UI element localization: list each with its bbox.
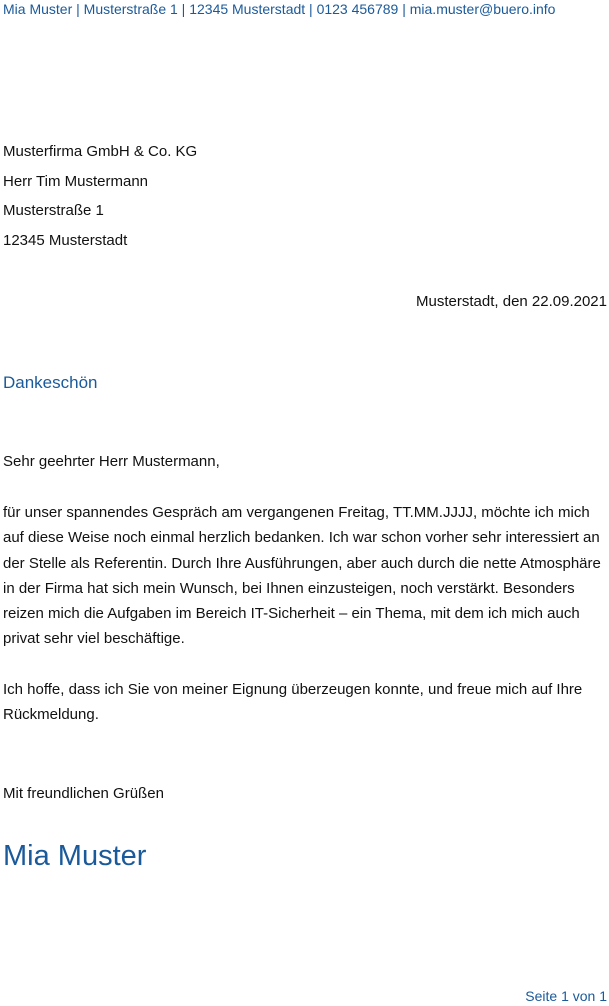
signature-name: Mia Muster	[3, 840, 147, 872]
body-paragraph-1: für unser spannendes Gespräch am vergangenen Freitag, TT.MM.JJJJ, möchte ich mich auf diese Weise noch einmal herzlich bedanken. Ich war schon vorher sehr interessiert an der Stelle als Referentin. Durch Ihre Ausführungen, aber auch durch die nette Atmosphäre in der Firma hat sich mein Wunsch, bei Ihnen einzusteigen, noch verstärkt. Besonders reizen mich die Aufgaben im Bereich IT-Sicherheit – ein Thema, mit dem ich mich auch privat sehr viel beschäftige.	[3, 504, 601, 648]
letter-body	[3, 500, 609, 752]
recipient-company: Musterfirma GmbH & Co. KG	[3, 143, 198, 160]
recipient-street: Musterstraße 1	[3, 202, 104, 219]
letter-date: Musterstadt, den 22.09.2021	[416, 293, 607, 310]
body-paragraph-2: Ich hoffe, dass ich Sie von meiner Eignung überzeugen konnte, und freue mich auf Ihre Rückmeldung.	[3, 680, 583, 724]
letter-closing: Mit freundlichen Grüßen	[3, 785, 164, 802]
sender-header-line: Mia Muster | Musterstraße 1 | 12345 Musterstadt | 0123 456789 | mia.muster@buero.info	[3, 1, 556, 17]
recipient-address	[3, 137, 197, 255]
page-number: Seite 1 von 1	[525, 988, 607, 1004]
recipient-name: Herr Tim Mustermann	[3, 172, 149, 190]
recipient-city: 12345 Musterstadt	[3, 231, 128, 249]
letter-salutation: Sehr geehrter Herr Mustermann,	[3, 453, 220, 470]
letter-subject: Dankeschön	[3, 373, 98, 392]
